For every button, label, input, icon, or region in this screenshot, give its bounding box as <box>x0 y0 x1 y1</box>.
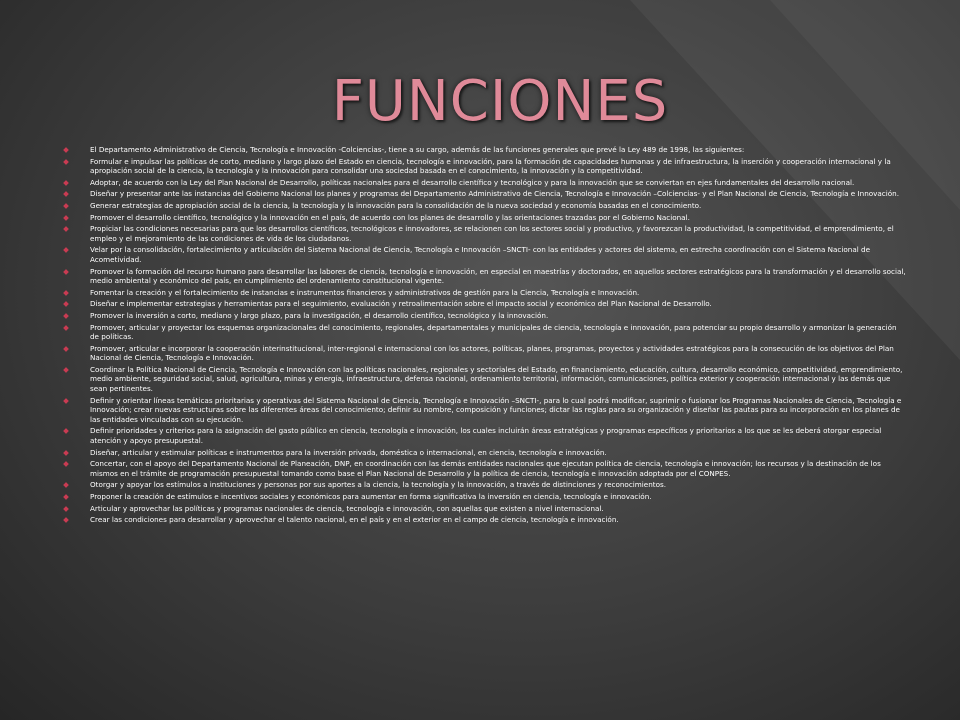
list-item-text: Definir prioridades y criterios para la asignación del gasto público en ciencia, tecnología e innovación, los cuales incluirán áreas estratégicas y programas específicos y prioritarios a los que se les deberá otorgar especial atención y apoyo presupuestal. <box>90 426 882 446</box>
list-item-text: El Departamento Administrativo de Ciencia, Tecnología e Innovación -Colciencias-, tiene a su cargo, además de las funciones generales que prevé la Ley 489 de 1998, las siguientes: <box>90 145 745 154</box>
list-item <box>62 492 906 502</box>
list-item-text: Definir y orientar líneas temáticas prioritarias y operativas del Sistema Nacional de Ciencia, Tecnología e Innovación –SNCTI-, para lo cual podrá modificar, suprimir o fusionar los Programas Nacionales de Ciencia, Tecnología e Innovación; crear nuevas estructuras sobre las diferentes áreas del conocimiento; definir su nombre, composición y funciones; dictar las reglas para su organización y diseñar las pautas para su incorporación en los planes de las entidades vinculadas con su ejecución. <box>90 395 902 424</box>
list-item <box>62 344 906 363</box>
list-item-text: Proponer la creación de estímulos e incentivos sociales y económicos para aumentar en forma significativa la inversión en ciencia, tecnología e innovación. <box>90 492 652 501</box>
list-item-text: Promover, articular e incorporar la cooperación interinstitucional, inter-regional e internacional con los actores, políticas, planes, programas, proyectos y actividades estratégicos para la consecución de los objetivos del Plan Nacional de Ciencia, Tecnología e Innovación. <box>90 343 894 363</box>
slide-title: FUNCIONES <box>331 69 669 134</box>
list-item <box>62 213 906 223</box>
list-item <box>62 480 906 490</box>
bullet-diamond-icon <box>63 215 69 221</box>
list-item <box>62 396 906 425</box>
list-item <box>62 224 906 243</box>
list-item <box>62 311 906 321</box>
bullet-diamond-icon <box>63 313 69 319</box>
list-item-text: Diseñar, articular y estimular políticas e instrumentos para la inversión privada, doméstica o internacional, en ciencia, tecnología e innovación. <box>90 447 607 457</box>
list-item-text: Velar por la consolidación, fortalecimiento y articulación del Sistema Nacional de Ciencia, Tecnología e Innovación –SNCTI- con las entidades y actores del sistema, en estrecha coordinación con el Sistema Nacional de Acometividad. <box>90 245 870 264</box>
bullet-diamond-icon <box>63 290 69 296</box>
list-item-text: Promover el desarrollo científico, tecnológico y la innovación en el país, de acuerdo con los planes de desarrollo y las orientaciones trazadas por el Gobierno Nacional. <box>90 212 690 222</box>
list-item-text: Propiciar las condiciones necesarias para que los desarrollos científicos, tecnológicos e innovadores, se relacionen con los sectores social y productivo, y favorezcan la productividad, la competitividad, el emprendimiento, el empleo y el mejoramiento de las condiciones de vida de los ciudadanos. <box>90 224 894 243</box>
bullet-diamond-icon <box>63 461 69 467</box>
bullet-diamond-icon <box>63 450 69 456</box>
bullet-diamond-icon <box>63 147 69 153</box>
list-item <box>62 299 906 309</box>
list-item-text: Diseñar e implementar estrategias y herramientas para el seguimiento, evaluación y retroalimentación sobre el impacto social y económico del Plan Nacional de Desarrollo. <box>90 299 712 309</box>
bullet-diamond-icon <box>63 346 69 352</box>
list-item-text: Diseñar y presentar ante las instancias del Gobierno Nacional los planes y programas del Departamento Administrativo de Ciencia, Tecnología e Innovación –Colciencias- y el Plan Nacional de Ciencia, Tecnología e Innovación. <box>90 189 899 199</box>
list-item-text: Concertar, con el apoyo del Departamento Nacional de Planeación, DNP, en coordinación con las demás entidades nacionales que ejecutan política de ciencia, tecnología e innovación; los recursos y la destinación de los mismos en el trámite de programación presupuestal tomando como base el Plan Nacional de Desarrollo y la política de ciencia, tecnología e innovación adoptada por el CONPES. <box>90 459 881 478</box>
list-item-text: Promover, articular y proyectar los esquemas organizacionales del conocimiento, regionales, departamentales y municipales de ciencia, tecnología e innovación, para potenciar su propio desarrollo y armonizar la generación de políticas. <box>90 322 897 342</box>
list-item-text: Promover la formación del recurso humano para desarrollar las labores de ciencia, tecnología e innovación, en especial en maestrías y doctorados, en aquellos sectores estratégicos para la transformación y el desarrollo social, medio ambiental y económico del país, en cumplimiento del ordenamiento constitucional vigente. <box>90 266 906 286</box>
list-item-text: Promover la inversión a corto, mediano y largo plazo, para la investigación, el desarrollo científico, tecnológico y la innovación. <box>90 310 549 320</box>
list-item <box>62 515 906 525</box>
list-item <box>62 178 906 188</box>
bullet-diamond-icon <box>63 301 69 307</box>
bullet-diamond-icon <box>63 494 69 500</box>
list-item <box>62 245 906 264</box>
list-item-text: Adoptar, de acuerdo con la Ley del Plan Nacional de Desarrollo, políticas nacionales para el desarrollo científico y tecnológico y para la innovación que se conviertan en ejes fundamentales del desarrollo nacional. <box>90 177 855 187</box>
list-item-text: Crear las condiciones para desarrollar y aprovechar el talento nacional, en el país y en el exterior en el campo de ciencia, tecnología e innovación. <box>90 515 619 525</box>
bullet-diamond-icon <box>63 325 69 331</box>
list-item-text: Articular y aprovechar las políticas y programas nacionales de ciencia, tecnología e innovación, con aquellas que existen a nivel internacional. <box>90 503 604 513</box>
list-item <box>62 323 906 342</box>
list-item <box>62 288 906 298</box>
list-item-text: Otorgar y apoyar los estímulos a instituciones y personas por sus aportes a la ciencia, la tecnología y la innovación, a través de distinciones y reconocimientos. <box>90 480 666 490</box>
list-item <box>62 145 906 155</box>
list-item <box>62 504 906 514</box>
bullet-diamond-icon <box>63 180 69 186</box>
list-item <box>62 426 906 445</box>
bullet-diamond-icon <box>63 269 69 275</box>
bullet-diamond-icon <box>63 367 69 373</box>
bullet-diamond-icon <box>63 429 69 435</box>
bullet-diamond-icon <box>63 248 69 254</box>
bullet-diamond-icon <box>63 203 69 209</box>
bullet-diamond-icon <box>63 517 69 523</box>
bullet-diamond-icon <box>63 506 69 512</box>
list-item-text: Formular e impulsar las políticas de corto, mediano y largo plazo del Estado en ciencia, tecnología e innovación, para la formación de capacidades humanas y de infraestructura, la inserción y cooperación internacional y la apropiación social de la ciencia, la tecnología y la innovación para consolidar una sociedad basada en el conocimiento, la innovación y la competitividad. <box>90 156 891 176</box>
list-item <box>62 157 906 176</box>
bullet-diamond-icon <box>63 192 69 198</box>
list-item <box>62 365 906 394</box>
list-item-text: Coordinar la Política Nacional de Ciencia, Tecnología e Innovación con las políticas nacionales, regionales y sectoriales del Estado, en financiamiento, educación, cultura, desarrollo económico, competitividad, emprendimiento, medio ambiente, seguridad social, salud, agricultura, minas y energía, infraestructura, defensa nacional, ordenamiento territorial, información, comunicaciones, política exterior y cooperación internacional y las demás que sean pertinentes. <box>90 364 903 394</box>
bullet-diamond-icon <box>63 226 69 232</box>
bullet-diamond-icon <box>63 483 69 489</box>
bullet-diamond-icon <box>63 159 69 165</box>
list-item <box>62 201 906 211</box>
list-item <box>62 189 906 199</box>
list-item <box>62 448 906 458</box>
function-list <box>62 145 906 527</box>
list-item-text: Generar estrategias de apropiación social de la ciencia, la tecnología y la innovación para la consolidación de la nueva sociedad y economía basadas en el conocimiento. <box>90 200 702 210</box>
bullet-diamond-icon <box>63 398 69 404</box>
list-item <box>62 267 906 286</box>
list-item-text: Fomentar la creación y el fortalecimiento de instancias e instrumentos financieros y administrativos de gestión para la Ciencia, Tecnología e Innovación. <box>90 287 640 297</box>
list-item <box>62 459 906 478</box>
